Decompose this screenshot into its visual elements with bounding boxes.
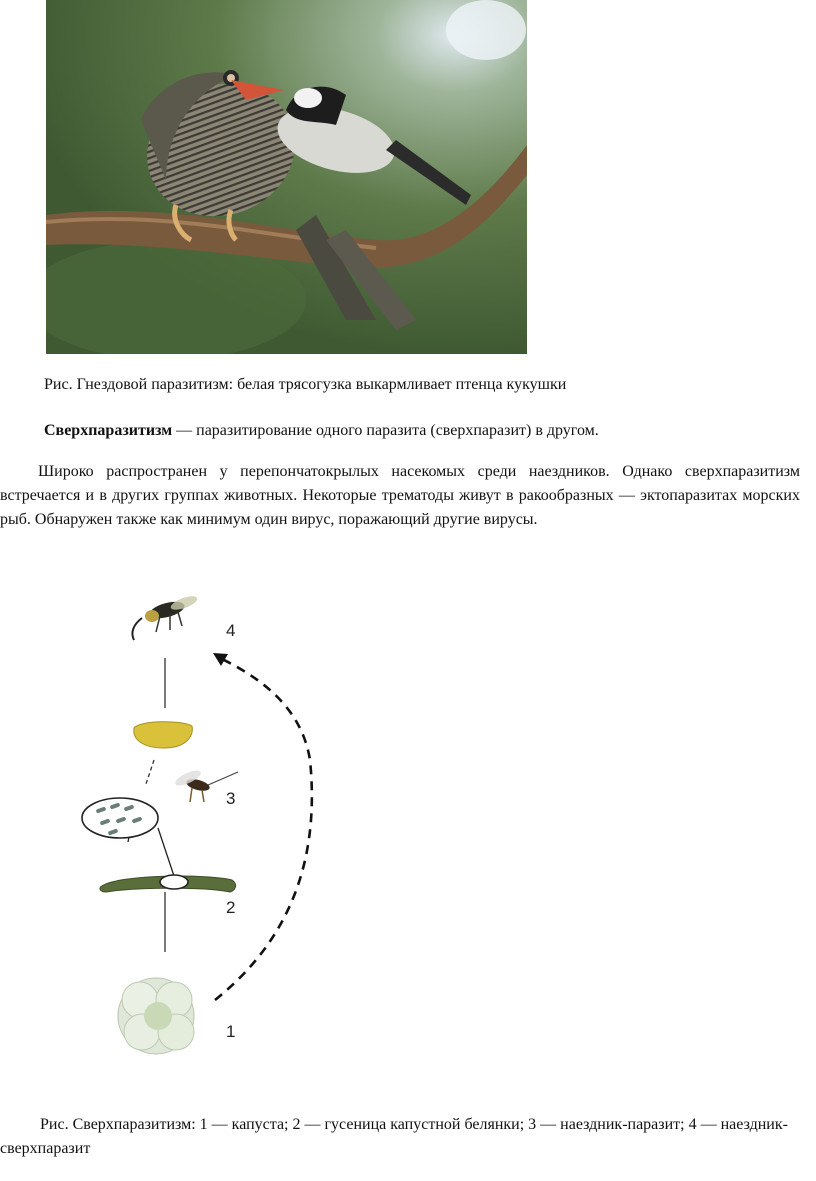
hyperparasitism-diagram xyxy=(70,580,370,1090)
cabbage-icon xyxy=(118,978,194,1054)
body-paragraph: Широко распространен у перепончатокрылых насекомых среди наездников. Однако сверхпаразитизм встречается и в других группах животных. Некоторые трематоды живут в ракообразных — эктопаразитах морских рыб. Обнаружен также как минимум один вирус, поражающий другие вирусы. xyxy=(0,463,800,528)
dashed-arrow xyxy=(215,658,312,1000)
connector-line xyxy=(146,760,154,784)
magnified-larvae-circle xyxy=(82,798,158,838)
figure1-caption: Рис. Гнездовой паразитизм: белая трясогузка выкармливает птенца кукушки xyxy=(44,376,567,393)
figure2-caption: Рис. Сверхпаразитизм: 1 — капуста; 2 — гусеница капустной белянки; 3 — наездник-паразит; 4 — наездник-сверхпаразит xyxy=(0,1116,788,1157)
definition xyxy=(44,422,599,440)
label-1: 1 xyxy=(226,1022,236,1041)
label-3: 3 xyxy=(226,789,236,808)
pupa-icon xyxy=(134,722,193,748)
label-4: 4 xyxy=(226,621,236,640)
cuckoo-wagtail-photo xyxy=(46,0,527,354)
definition-text: — паразитирование одного паразита (сверхпаразит) в другом. xyxy=(172,422,599,439)
definition-term: Сверхпаразитизм xyxy=(44,422,173,439)
hyperparasite-wasp-icon xyxy=(132,594,198,640)
label-2: 2 xyxy=(226,898,236,917)
